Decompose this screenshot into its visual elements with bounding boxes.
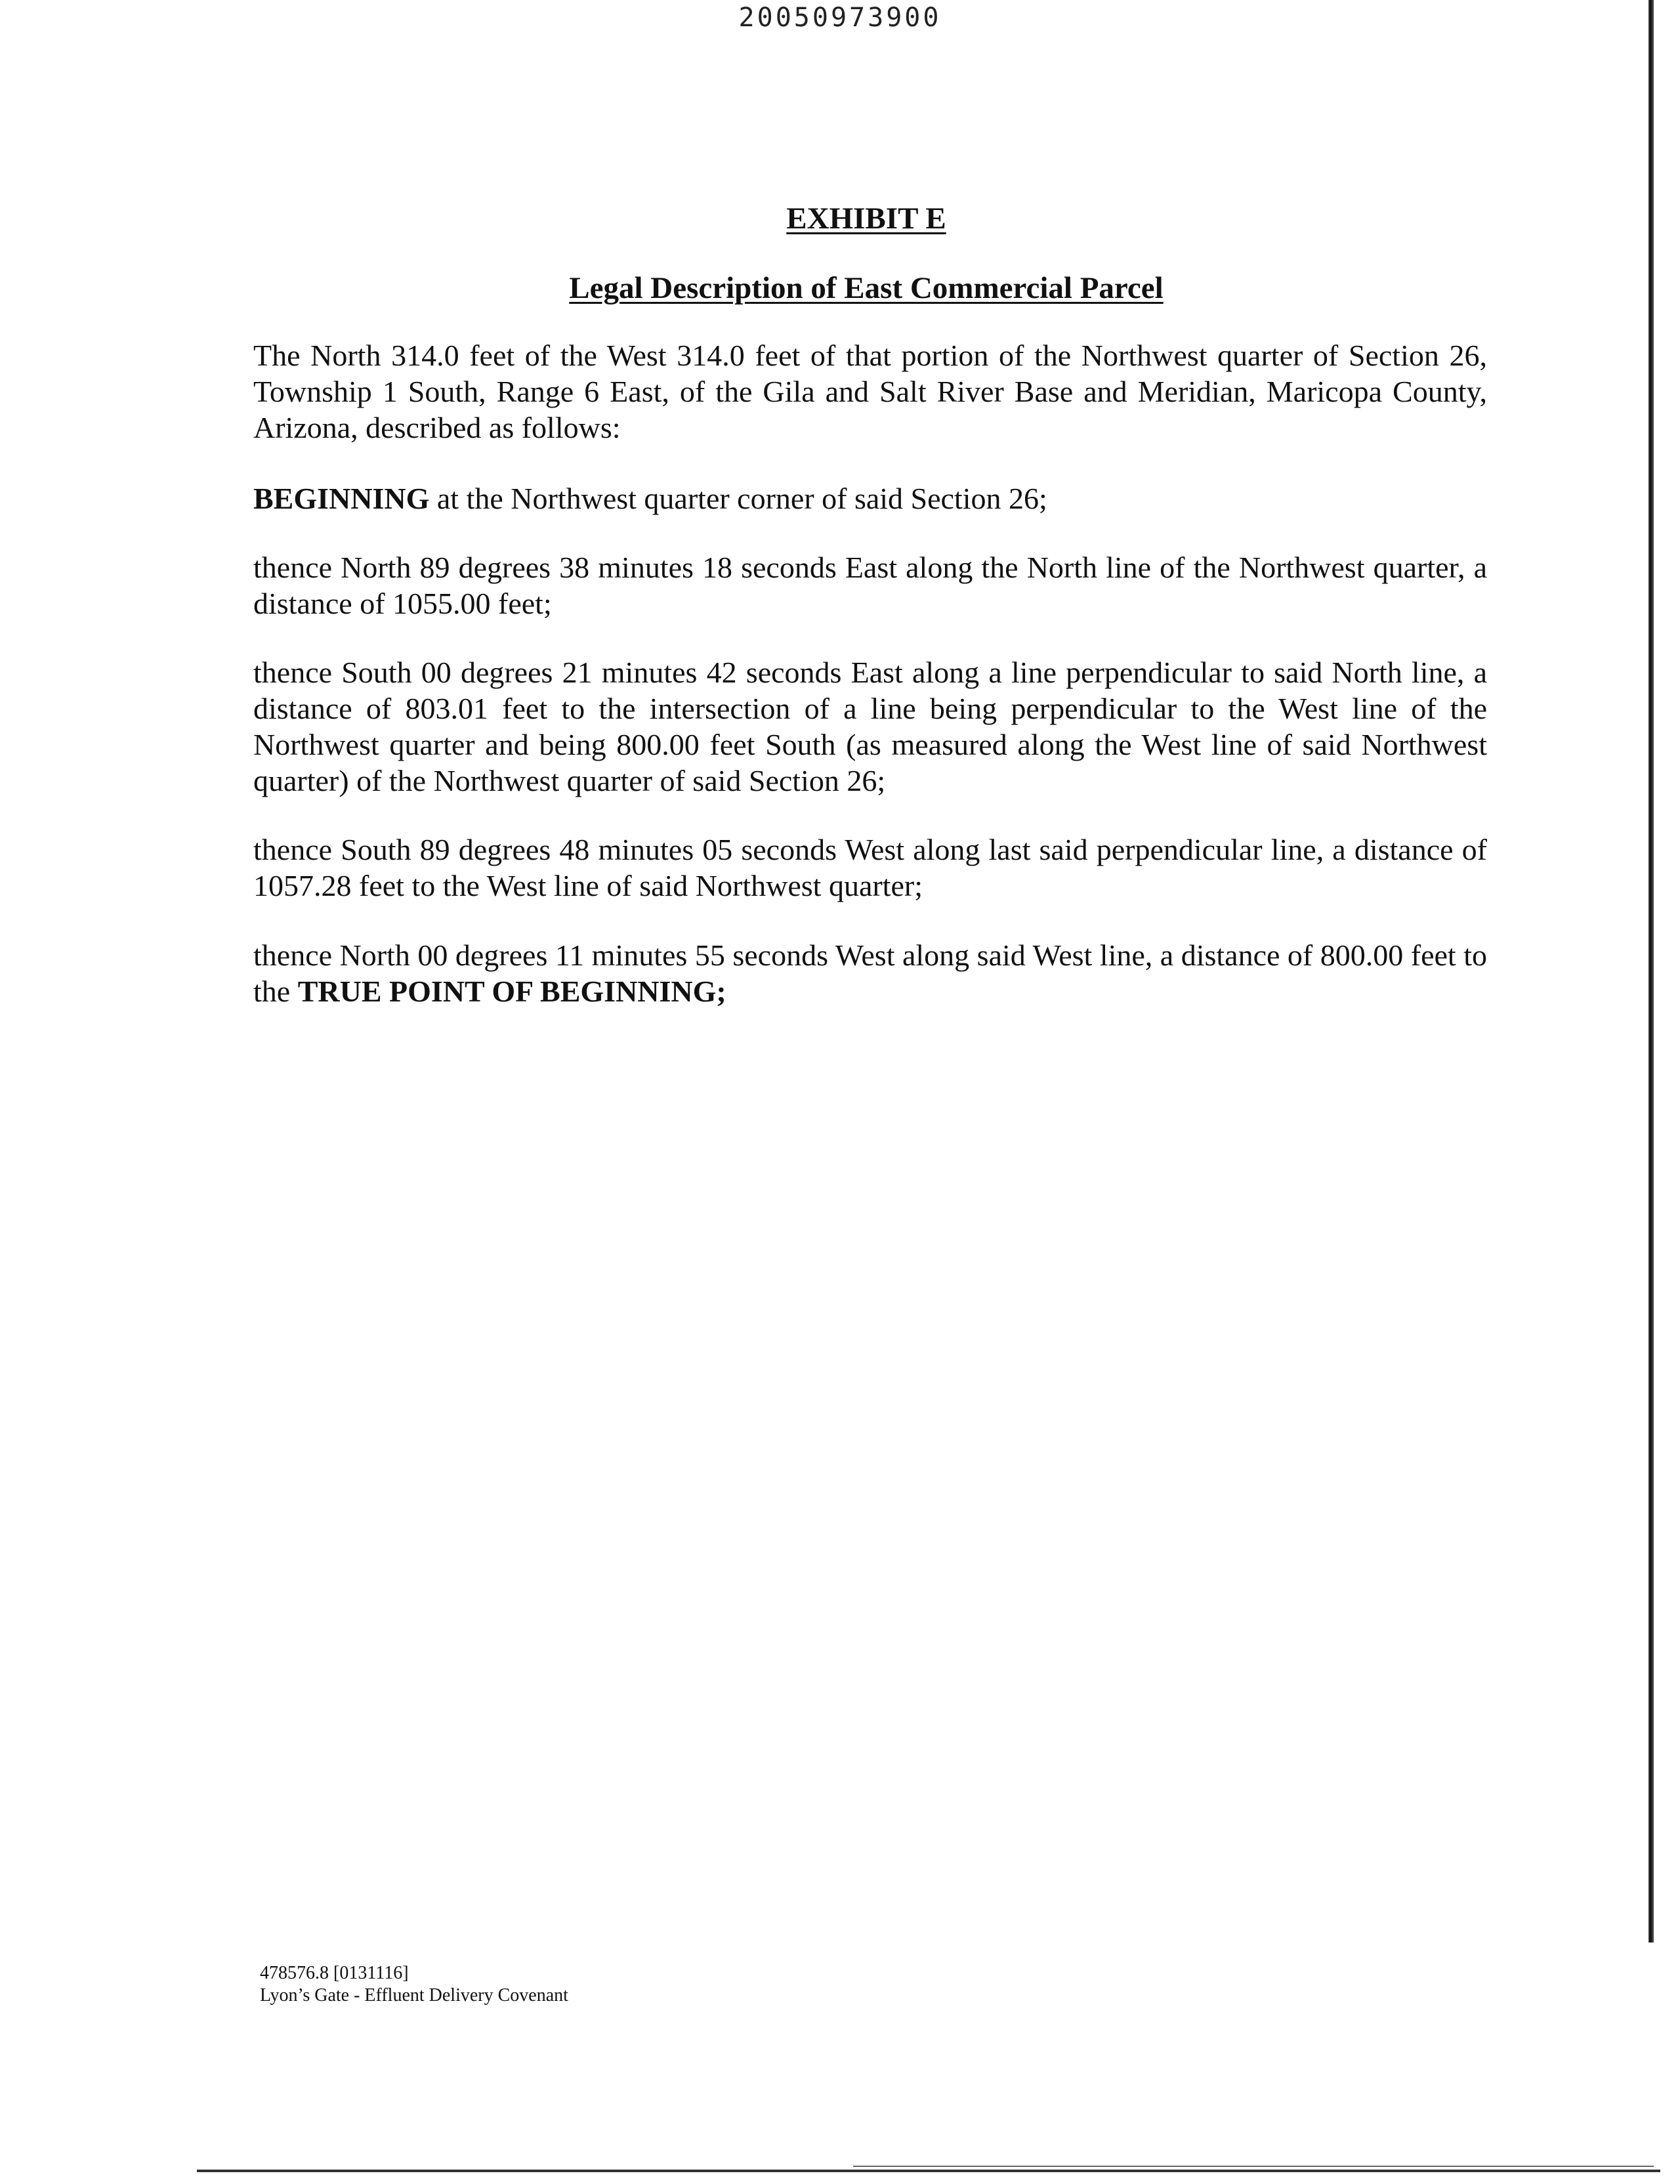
beginning-label: BEGINNING xyxy=(253,482,430,515)
intro-paragraph: The North 314.0 feet of the West 314.0 feet of that portion of the Northwest quarter of Section 26, Township 1 South, Range 6 East, of the Gila and Salt River Base and Meridian, Maricopa County, Arizona, described as follows: xyxy=(253,339,1487,444)
call-paragraph-3: thence South 89 degrees 48 minutes 05 seconds West along last said perpendicular line, a distance of 1057.28 feet to the West line of said Northwest quarter; xyxy=(253,833,1487,902)
final-call-paragraph xyxy=(253,937,1487,1009)
beginning-text: at the Northwest quarter corner of said Section 26; xyxy=(429,482,1047,515)
recording-number: 20050973900 xyxy=(738,3,942,33)
footer-title: Lyon’s Gate - Effluent Delivery Covenant xyxy=(260,1985,568,2006)
footer-reference: 478576.8 [0131116] xyxy=(260,1963,409,1983)
document-footer xyxy=(260,1962,568,2007)
exhibit-title: EXHIBIT E xyxy=(786,201,946,236)
scan-edge-bottom xyxy=(197,2170,1660,2172)
beginning-paragraph xyxy=(253,480,1487,516)
call-paragraph-1: thence North 89 degrees 38 minutes 18 seconds East along the North line of the Northwest quarter, a distance of 1055.00 feet; xyxy=(253,551,1487,620)
final-call-text: thence North 00 degrees 11 minutes 55 seconds West along said West line, a distance of 800.00 feet to the xyxy=(253,938,1487,1008)
scan-edge-right xyxy=(1648,0,1654,1942)
call-paragraph-2: thence South 00 degrees 21 minutes 42 seconds East along a line perpendicular to said North line, a distance of 803.01 feet to the intersection of a line being perpendicular to the West line of the Northwest quarter and being 800.00 feet South (as measured along the West line of said Northwest quarter) of the Northwest quarter of said Section 26; xyxy=(253,656,1487,797)
exhibit-subtitle: Legal Description of East Commercial Parcel xyxy=(569,271,1164,305)
true-point-of-beginning: TRUE POINT OF BEGINNING; xyxy=(297,975,726,1008)
scan-edge-bottom-thin xyxy=(853,2166,1654,2167)
